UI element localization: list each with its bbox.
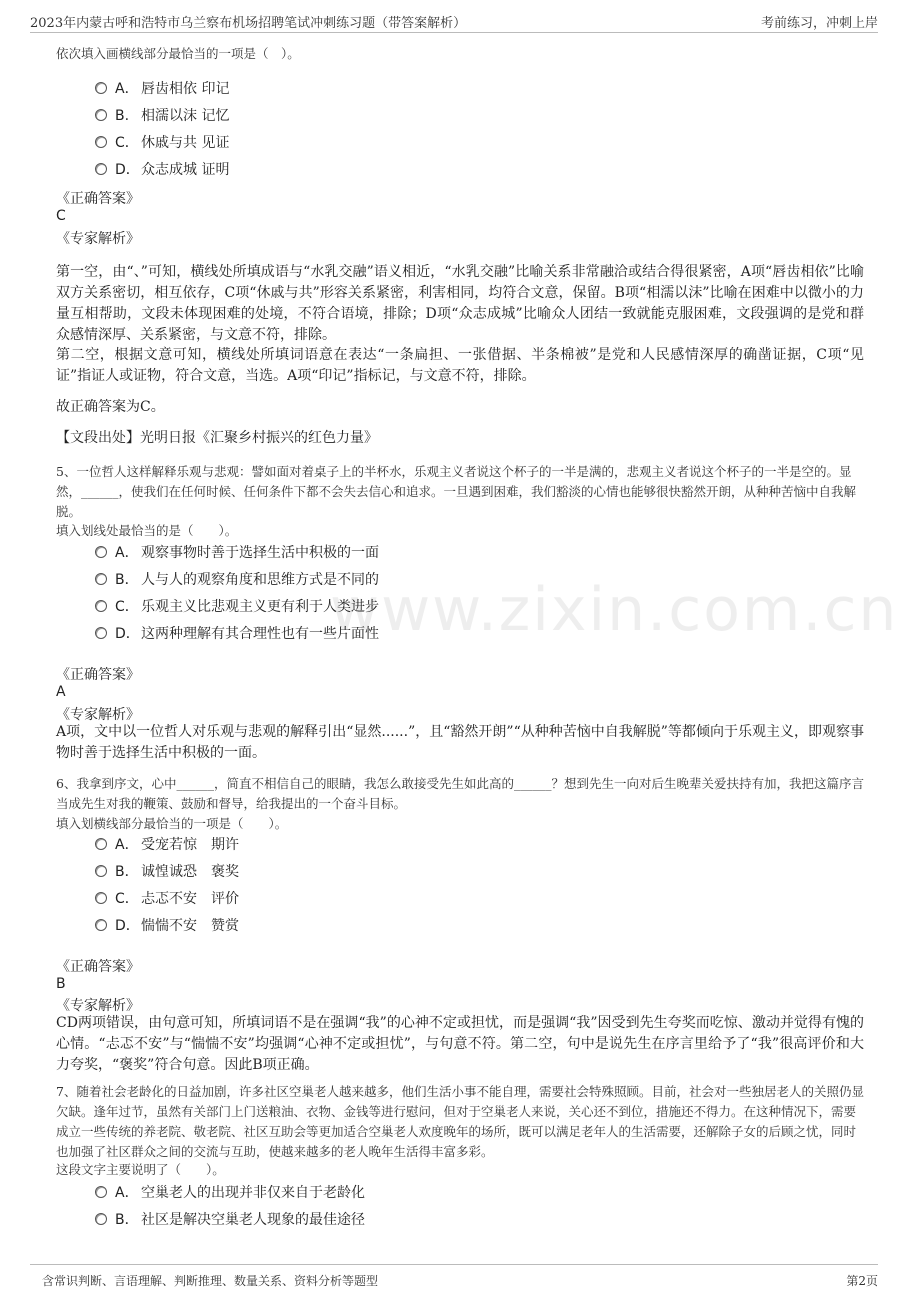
footer-divider — [30, 1264, 878, 1265]
watermark: www.zixin.com.cn — [330, 575, 899, 645]
q4-analysis-p3: 故正确答案为C。 — [56, 399, 165, 415]
q7-option-a[interactable]: A． 空巢老人的出现并非仅来自于老龄化 — [95, 1182, 365, 1204]
radio-icon[interactable] — [95, 546, 107, 558]
q4-option-d[interactable]: D．众志成城 证明 — [95, 159, 229, 181]
radio-icon[interactable] — [95, 1213, 107, 1225]
footer-description: 含常识判断、言语理解、判断推理、数量关系、资料分析等题型 — [42, 1274, 379, 1288]
q5-option-c[interactable]: C． 乐观主义比悲观主义更有利于人类进步 — [95, 596, 379, 618]
q4-option-c[interactable]: C． 休戚与共 见证 — [95, 132, 229, 154]
radio-icon[interactable] — [95, 627, 107, 639]
q6-option-a[interactable]: A． 受宠若惊 期许 — [95, 834, 239, 856]
q5-option-a[interactable]: A． 观察事物时善于选择生活中积极的一面 — [95, 542, 379, 564]
q6-analysis-label: 《专家解析》 — [56, 998, 140, 1014]
radio-icon[interactable] — [95, 1186, 107, 1198]
q7-prompt: 这段文字主要说明了（ ）。 — [56, 1162, 225, 1177]
q7-stem: 7、随着社会老龄化的日益加剧，许多社区空巢老人越来越多，他们生活小事不能自理，需要社会特殊照顾。目前，社会对一些独居老人的关照仍显欠缺。逢年过节，虽然有关部门上门送粮油、衣物、金钱等进行慰问，但对于空巢老人来说，关心还不到位，措施还不得力。在这种情况下，需要成立一些传统的养老院、敬老院、社区互助会等更加适合空巢老人欢度晚年的场所，既可以满足老年人的生活需要，还解除子女的后顾之忧，同时也加强了社区群众之间的交流与互助，使越来越多的老人晚年生活得丰富多彩。 — [56, 1084, 864, 1159]
radio-icon[interactable] — [95, 919, 107, 931]
q4-answer-label: 《正确答案》 — [56, 191, 140, 207]
q4-analysis-p2: 第二空，根据文意可知，横线处所填词语意在表达“一条扁担、一张借据、半条棉被”是党和人民感情深厚的确凿证据，C项“见证”指证人或证物，符合文意，当选。A项“印记”指标记，与文意不符，排除。 — [56, 347, 864, 384]
radio-icon[interactable] — [95, 865, 107, 877]
q4-analysis-label: 《专家解析》 — [56, 231, 140, 247]
q6-prompt: 填入划横线部分最恰当的一项是（ ）。 — [56, 816, 288, 831]
q6-answer: B — [56, 976, 66, 992]
page-number: 第2页 — [846, 1274, 878, 1288]
q6-stem: 6、我拿到序文，心中______，简直不相信自己的眼睛，我怎么敢接受先生如此高的______？想到先生一向对后生晚辈关爱扶持有加，我把这篇序言当成先生对我的鞭策、鼓励和督导，给我提出的一个奋斗目标。 — [56, 776, 864, 811]
radio-icon[interactable] — [95, 573, 107, 585]
header-slogan: 考前练习，冲刺上岸 — [760, 16, 878, 31]
q6-analysis: CD两项错误，由句意可知，所填词语不是在强调“我”的心神不定或担忧，而是强调“我”因受到先生夸奖而吃惊、激动并觉得有愧的心情。“忐忑不安”与“惴惴不安”均强调“心神不定或担忧”，与句意不符。第二空，句中是说先生在序言里给予了“我”很高评价和大力夸奖，“褒奖”符合句意。因此B项正确。 — [56, 1015, 864, 1073]
q5-prompt: 填入划线处最恰当的是（ ）。 — [56, 523, 238, 538]
header-divider — [30, 32, 878, 33]
q5-answer-label: 《正确答案》 — [56, 667, 140, 683]
radio-icon[interactable] — [95, 892, 107, 904]
q6-option-d[interactable]: D．惴惴不安 赞赏 — [95, 915, 239, 937]
radio-icon[interactable] — [95, 838, 107, 850]
q5-analysis: A项，文中以一位哲人对乐观与悲观的解释引出“显然......”，且“豁然开朗”“从种种苦恼中自我解脱”等都倾向于乐观主义，即观察事物时善于选择生活中积极的一面。 — [56, 724, 864, 761]
q5-option-b[interactable]: B． 人与人的观察角度和思维方式是不同的 — [95, 569, 379, 591]
q4-option-a[interactable]: A． 唇齿相依 印记 — [95, 78, 229, 100]
q6-answer-label: 《正确答案》 — [56, 959, 140, 975]
radio-icon[interactable] — [95, 82, 107, 94]
radio-icon[interactable] — [95, 109, 107, 121]
q7-option-b[interactable]: B． 社区是解决空巢老人现象的最佳途径 — [95, 1209, 365, 1231]
q4-option-b[interactable]: B. 相濡以沫 记忆 — [95, 105, 229, 127]
q6-option-b[interactable]: B． 诚惶诚恐 褒奖 — [95, 861, 239, 883]
page-footer — [0, 1262, 920, 1302]
q4-stem-tail: 依次填入画横线部分最恰当的一项是（ ）。 — [56, 46, 300, 61]
q6-option-c[interactable]: C． 忐忑不安 评价 — [95, 888, 239, 910]
q4-answer: C — [56, 208, 66, 224]
q4-analysis-p1: 第一空，由“、”可知，横线处所填成语与“水乳交融”语义相近，“水乳交融”比喻关系非常融洽或结合得很紧密，A项“唇齿相依”比喻双方关系密切，相互依存，C项“休戚与共”形容关系紧密，利害相同，均符合文意，保留。B项“相濡以沫”比喻在困难中以微小的力量互相帮助，文段未体现困难的处境，不符合语境，排除；D项“众志成城”比喻众人团结一致就能克服困难，文段强调的是党和群众感情深厚、关系紧密，与文意不符，排除。 — [56, 264, 864, 343]
radio-icon[interactable] — [95, 136, 107, 148]
q5-analysis-label: 《专家解析》 — [56, 707, 140, 723]
radio-icon[interactable] — [95, 600, 107, 612]
document-title: 2023年内蒙古呼和浩特市乌兰察布机场招聘笔试冲刺练习题（带答案解析） — [30, 16, 467, 31]
radio-icon[interactable] — [95, 163, 107, 175]
q5-stem: 5、一位哲人这样解释乐观与悲观：譬如面对着桌子上的半杯水，乐观主义者说这个杯子的一半是满的，悲观主义者说这个杯子的一半是空的。显然，______，使我们在任何时候、任何条件下都不会失去信心和追求。一旦遇到困难，我们豁淡的心情也能够很快豁然开朗，从种种苦恼中自我解脱。 — [56, 464, 857, 519]
page-header — [0, 0, 920, 34]
q4-source: 【文段出处】光明日报《汇聚乡村振兴的红色力量》 — [56, 430, 378, 446]
q5-answer: A — [56, 684, 66, 700]
q5-option-d[interactable]: D．这两种理解有其合理性也有一些片面性 — [95, 623, 379, 645]
